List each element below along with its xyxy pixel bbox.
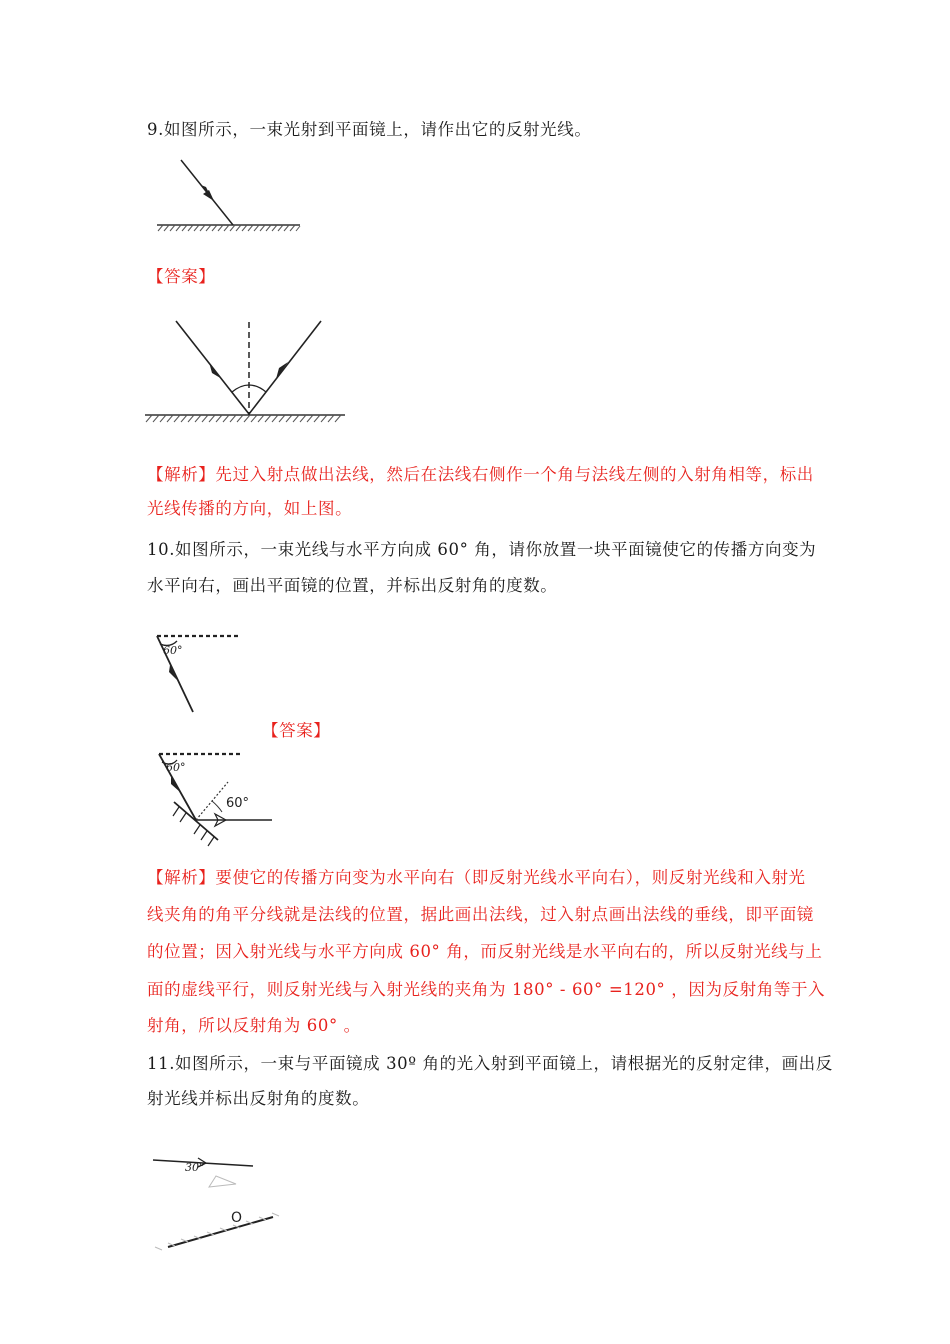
q10-answer-angle2: 60° bbox=[226, 796, 250, 811]
q10-analysis-text1: 要使它的传播方向变为水平向右（即反射光线水平向右），则反射光线和入射光 bbox=[215, 868, 806, 887]
q10-question-line2: 水平向右，画出平面镜的位置，并标出反射角的度数。 bbox=[147, 576, 558, 595]
q10-answer-angle1: 60° bbox=[166, 761, 186, 774]
q11-fig-angle-label: 30° bbox=[185, 1161, 205, 1174]
q10-analysis-line4: 面的虚线平行，则反射光线与入射光线的夹角为 180° - 60° =120° ，因为反射角等于入 bbox=[147, 980, 826, 999]
q10-analysis-line3: 的位置；因入射光线与水平方向成 60° 角，而反射光线是水平向右的，所以反射光线与上 bbox=[147, 942, 823, 961]
q9-question: 9.如图所示，一束光射到平面镜上，请作出它的反射光线。 bbox=[147, 120, 592, 139]
q9-analysis-line2: 光线传播的方向，如上图。 bbox=[147, 499, 353, 518]
q11-question-line2: 射光线并标出反射角的度数。 bbox=[147, 1089, 370, 1108]
q10-analysis-tag: 【解析】 bbox=[147, 868, 216, 887]
q10-answer-tag: 【答案】 bbox=[262, 721, 331, 740]
q10-analysis-line2: 线夹角的角平分线就是法线的位置，据此画出法线，过入射点画出法线的垂线，即平面镜 bbox=[147, 905, 814, 924]
q10-analysis-line5: 射角，所以反射角为 60° 。 bbox=[147, 1016, 361, 1035]
q9-analysis-tag: 【解析】 bbox=[147, 465, 216, 484]
q11-question-line1: 11.如图所示，一束与平面镜成 30º 角的光入射到平面镜上，请根据光的反射定律，画出反 bbox=[147, 1054, 833, 1073]
q9-analysis-text1: 先过入射点做出法线，然后在法线右侧作一个角与法线左侧的入射角相等，标出 bbox=[215, 465, 814, 484]
q10-fig-angle-label: 60° bbox=[163, 644, 183, 657]
q11-fig-point-label: O bbox=[231, 1210, 243, 1226]
q10-question-line1: 10.如图所示，一束光线与水平方向成 60° 角，请你放置一块平面镜使它的传播方向变为 bbox=[147, 540, 817, 559]
q9-answer-tag: 【答案】 bbox=[147, 267, 216, 286]
